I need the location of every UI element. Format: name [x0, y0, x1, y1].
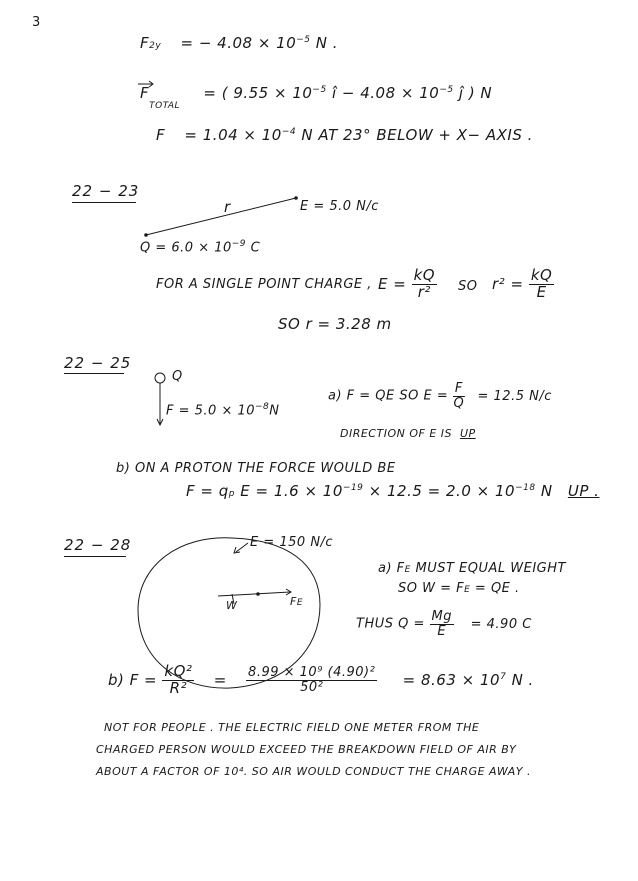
- q-exp: −9: [231, 239, 247, 249]
- ftotal-end: ĵ ) N: [453, 84, 493, 102]
- r2-num: kQ: [530, 266, 553, 284]
- b-eq-exp2: −18: [515, 483, 536, 493]
- b28-result: [403, 671, 534, 689]
- e-field-label: E = 5.0 N/c: [300, 199, 379, 214]
- q-label: Q = 6.0 × 10: [140, 240, 232, 256]
- a1-rest: MUST EQUAL WEIGHT: [410, 561, 566, 576]
- note-line-2: CHARGED PERSON WOULD EXCEED THE BREAKDOWN FIELD OF AIR BY: [96, 743, 517, 756]
- q-charge-label: Q: [172, 369, 183, 384]
- fe-label: [290, 596, 303, 608]
- ftotal-rhs: = ( 9.55 × 10: [203, 84, 313, 102]
- f-label: F = 5.0 × 10: [166, 403, 256, 419]
- a1-sub: E: [404, 565, 411, 575]
- e-formula-num: kQ: [413, 266, 436, 284]
- f2y-rhs: = − 4.08 × 10: [180, 34, 297, 52]
- part-b-22-25-text: b) ON A PROTON THE FORCE WOULD BE: [116, 461, 396, 476]
- e-formula-den: r²: [417, 282, 431, 301]
- thus-den: E: [437, 623, 447, 639]
- b-eq-direction: UP .: [567, 482, 600, 500]
- b28-result-unit: N .: [506, 670, 534, 689]
- a2-sub: E: [464, 585, 471, 595]
- ftotal-mid: î − 4.08 × 10: [326, 84, 440, 102]
- b-eq-mid: E = 1.6 × 10: [240, 482, 343, 500]
- problem-label-22-23: 22 − 23: [72, 182, 140, 200]
- b-eq-exp: −19: [342, 483, 364, 493]
- b28-den1: R²: [169, 678, 188, 697]
- b-eq-lhs: F = q: [186, 482, 229, 500]
- direction-label: DIRECTION OF E IS: [340, 427, 452, 440]
- r2-lhs: r² =: [492, 274, 524, 293]
- thus-q-formula: [356, 610, 532, 638]
- e-150-label: E = 150 N/c: [250, 535, 334, 550]
- part-b-22-28: [108, 664, 534, 697]
- note-line-1: NOT FOR PEOPLE . THE ELECTRIC FIELD ONE METER FROM THE: [104, 721, 480, 734]
- b28-num2: 8.99 × 10⁹ (4.90)²: [248, 665, 376, 681]
- thus-num: Mg: [431, 609, 452, 624]
- fmag-lhs: F: [156, 126, 166, 144]
- ftotal-exp1: −5: [312, 85, 327, 95]
- b28-lhs: b) F =: [108, 670, 158, 689]
- b-eq-unit: N: [535, 482, 553, 500]
- a-lhs: a) F = QE SO E =: [328, 388, 449, 404]
- f2y-unit: N .: [310, 34, 339, 52]
- ftotal-sub: TOTAL: [149, 101, 181, 111]
- b28-fraction2: [246, 666, 377, 694]
- fmag-rhs: = 1.04 × 10: [184, 126, 282, 144]
- a-result: = 12.5 N/c: [477, 388, 552, 404]
- ftotal-exp2: −5: [439, 85, 454, 95]
- w-label: W: [226, 599, 238, 612]
- point-charge-text: FOR A SINGLE POINT CHARGE ,: [156, 277, 372, 292]
- thus-fraction: [430, 610, 454, 638]
- q-unit: C: [246, 240, 261, 256]
- b-eq-sub: p: [228, 489, 235, 499]
- part-a-22-28-line2: [398, 582, 520, 595]
- r2-den: E: [536, 282, 547, 301]
- page-number: 3: [32, 15, 41, 30]
- f2y-lhs: F: [140, 34, 150, 52]
- b28-equals: =: [213, 670, 227, 689]
- direction-value: UP: [460, 427, 476, 440]
- part-a-22-28-line1: [378, 562, 566, 575]
- a1-start: a) F: [378, 561, 405, 576]
- b-eq-tail: × 12.5 = 2.0 × 10: [363, 482, 516, 500]
- b28-result-exp: 7: [500, 671, 507, 682]
- thus-lhs: THUS Q =: [356, 616, 425, 632]
- fe-sub: E: [296, 598, 304, 608]
- a-num: F: [454, 381, 463, 396]
- a-den: Q: [453, 395, 465, 411]
- so-word: SO: [458, 279, 478, 294]
- ftotal-lhs: F: [140, 84, 150, 102]
- b28-fraction1: [162, 664, 194, 697]
- r-result: SO r = 3.28 m: [278, 315, 392, 333]
- b28-den2: 50²: [300, 679, 324, 695]
- problem-label-22-25: 22 − 25: [64, 354, 132, 372]
- a2-rest: = QE .: [470, 581, 520, 596]
- fe-main: F: [290, 595, 297, 608]
- r-label: r: [224, 198, 231, 216]
- note-line-3: ABOUT A FACTOR OF 10⁴. SO AIR WOULD CONDUCT THE CHARGE AWAY .: [96, 765, 531, 778]
- e-formula-lhs: E =: [378, 274, 407, 293]
- a2-start: SO W = F: [398, 581, 465, 596]
- fmag-end: N AT 23° BELOW + X− AXIS .: [296, 126, 533, 144]
- problem-label-22-28: 22 − 28: [64, 536, 132, 554]
- thus-result: = 4.90 C: [470, 616, 532, 632]
- b28-num1: kQ²: [164, 662, 193, 680]
- f-exp: −8: [255, 402, 270, 412]
- f-unit: N: [269, 403, 280, 419]
- b28-result-main: = 8.63 × 10: [402, 670, 501, 689]
- f2y-exp: −5: [296, 35, 311, 45]
- f2y-sub: 2y: [149, 41, 162, 51]
- fmag-exp: −4: [281, 127, 297, 137]
